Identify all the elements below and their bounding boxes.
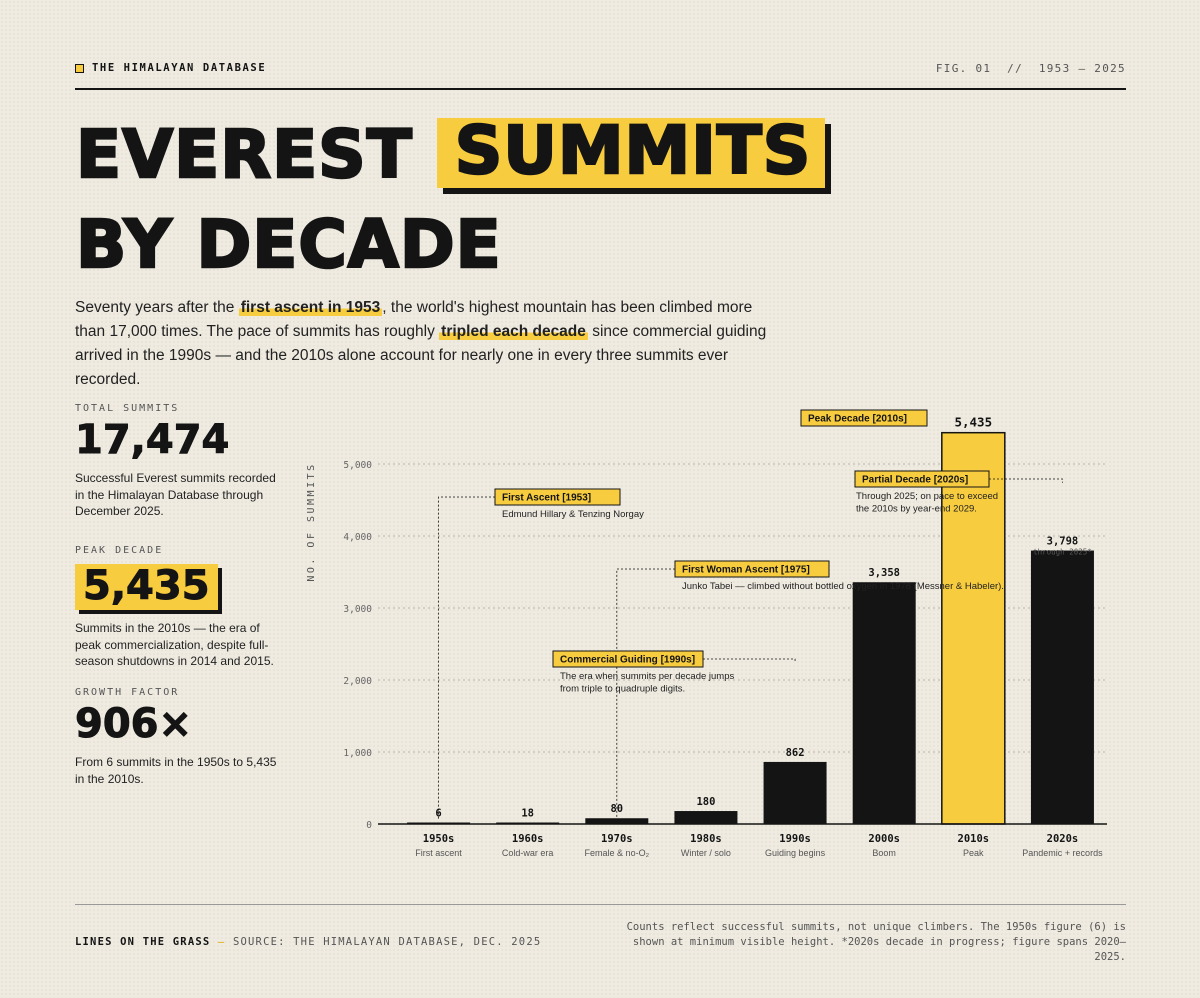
stat-label: GROWTH FACTOR — [75, 687, 180, 698]
x-tick-label: 1980s — [690, 833, 722, 845]
y-tick-label: 4,000 — [343, 532, 372, 543]
bar-2020s — [1031, 551, 1094, 824]
x-tick-label: 1970s — [601, 833, 633, 845]
bar-value-label: 180 — [696, 796, 716, 809]
footer-credit — [75, 936, 541, 948]
annotation-text: The era when summits per decade jumps — [560, 671, 735, 682]
brand-label: THE HIMALAYAN DATABASE — [92, 62, 267, 74]
annotation-label: Commercial Guiding [1990s] — [560, 654, 696, 666]
x-tick-label: 2010s — [957, 833, 990, 845]
stat-value: 5,435 — [75, 564, 218, 610]
x-tick-subtitle: Winter / solo — [680, 848, 731, 858]
annotation-text: the 2010s by year-end 2029. — [856, 503, 977, 515]
annotation-label: First Ascent [1953] — [502, 492, 592, 504]
footer-brand: LINES ON THE GRASS — [75, 936, 211, 948]
y-tick-label: 2,000 — [343, 676, 372, 687]
annotation-text: Edmund Hillary & Tenzing Norgay — [502, 509, 644, 520]
intro-text-2: , the world's highest mountain has been climbed more than 17,000 times. The pace of summits has roughly — [75, 299, 753, 340]
x-tick-subtitle: Pandemic + records — [1022, 848, 1103, 858]
bar-1980s — [674, 811, 737, 824]
x-tick-subtitle: First ascent — [415, 848, 462, 858]
footer — [75, 904, 1126, 963]
page-title-line-2: BY DECADE — [76, 206, 502, 283]
bar-value-label: 5,435 — [954, 414, 993, 430]
x-tick-subtitle: Guiding begins — [765, 848, 826, 858]
bar-note: through 2025* — [1033, 547, 1092, 557]
annotation-text: Through 2025; on pace to exceed — [856, 491, 999, 502]
annotation-label: Peak Decade [2010s] — [808, 413, 907, 425]
stat-label: PEAK DECADE — [75, 545, 164, 556]
intro-highlight-tripled: tripled each decade — [441, 323, 586, 340]
bar-value-label: 6 — [435, 807, 442, 820]
x-tick-subtitle: Cold-war era — [501, 848, 554, 858]
intro-text-3: since commercial guiding arrived in the 1990s — and the 2010s alone account for nearly one in every three summits ever recorded. — [75, 323, 767, 388]
stat-description: Summits in the 2010s — the era of peak commercialization, despite full-season shutdowns in 2014 and 2015. — [75, 621, 274, 668]
bar-value-label: 18 — [521, 807, 535, 820]
bar-value-label: 80 — [610, 803, 624, 816]
annotation-label: Partial Decade [2020s] — [862, 474, 969, 486]
annotation-leader — [703, 659, 795, 662]
stat-description: Successful Everest summits recorded in the Himalayan Database through December 2025. — [75, 471, 276, 518]
x-tick-label: 1960s — [511, 833, 544, 845]
title-highlight-summits: SUMMITS — [437, 118, 826, 188]
x-tick-label: 1990s — [779, 833, 811, 845]
stat-description: From 6 summits in the 1950s to 5,435 in the 2010s. — [75, 755, 277, 786]
bar-value-label: 3,358 — [868, 567, 900, 580]
intro-highlight-first-ascent: first ascent in 1953 — [240, 299, 381, 316]
x-tick-label: 2020s — [1046, 833, 1079, 845]
annotation-text: Junko Tabei — climbed without bottled oxygen in 1978 (Messner & Habeler). — [682, 581, 1004, 592]
x-tick-subtitle: Boom — [872, 848, 896, 858]
bar-1990s — [764, 762, 827, 824]
figure-reference: FIG. 01 // 1953 — 2025 — [935, 62, 1126, 75]
y-tick-label: 5,000 — [343, 460, 372, 471]
y-tick-label: 0 — [366, 820, 372, 831]
annotation-text: from triple to quadruple digits. — [560, 683, 686, 695]
bar-2000s — [853, 582, 916, 824]
x-tick-subtitle: Peak — [963, 848, 984, 858]
stat-value: 17,474 — [75, 417, 230, 463]
annotation-leader — [439, 497, 495, 820]
x-tick-subtitle: Female & no-O₂ — [584, 848, 650, 858]
y-tick-label: 1,000 — [343, 748, 372, 759]
stat-value: 906× — [75, 701, 193, 747]
bar-value-label: 862 — [785, 746, 805, 759]
annotation-leader — [617, 569, 675, 820]
bar-value-label: 3,798 — [1046, 535, 1079, 548]
intro-text-1: Seventy years after the — [75, 299, 239, 316]
footer-separator: — — [217, 936, 226, 948]
stat-label: TOTAL SUMMITS — [75, 403, 180, 414]
title-word-everest: EVEREST — [76, 116, 413, 193]
x-tick-label: 2000s — [868, 833, 900, 845]
footer-note: Counts reflect successful summits, not unique climbers. The 1950s figure (6) is shown at minimum visible height. *2020s decade in progress; figure spans 2020–2025. — [626, 921, 1126, 963]
y-axis-label: NO. OF SUMMITS — [306, 462, 317, 582]
footer-source: SOURCE: THE HIMALAYAN DATABASE, DEC. 2025 — [232, 936, 542, 948]
annotation-label: First Woman Ascent [1975] — [682, 564, 810, 576]
x-tick-label: 1950s — [422, 833, 455, 845]
y-tick-label: 3,000 — [343, 604, 372, 615]
